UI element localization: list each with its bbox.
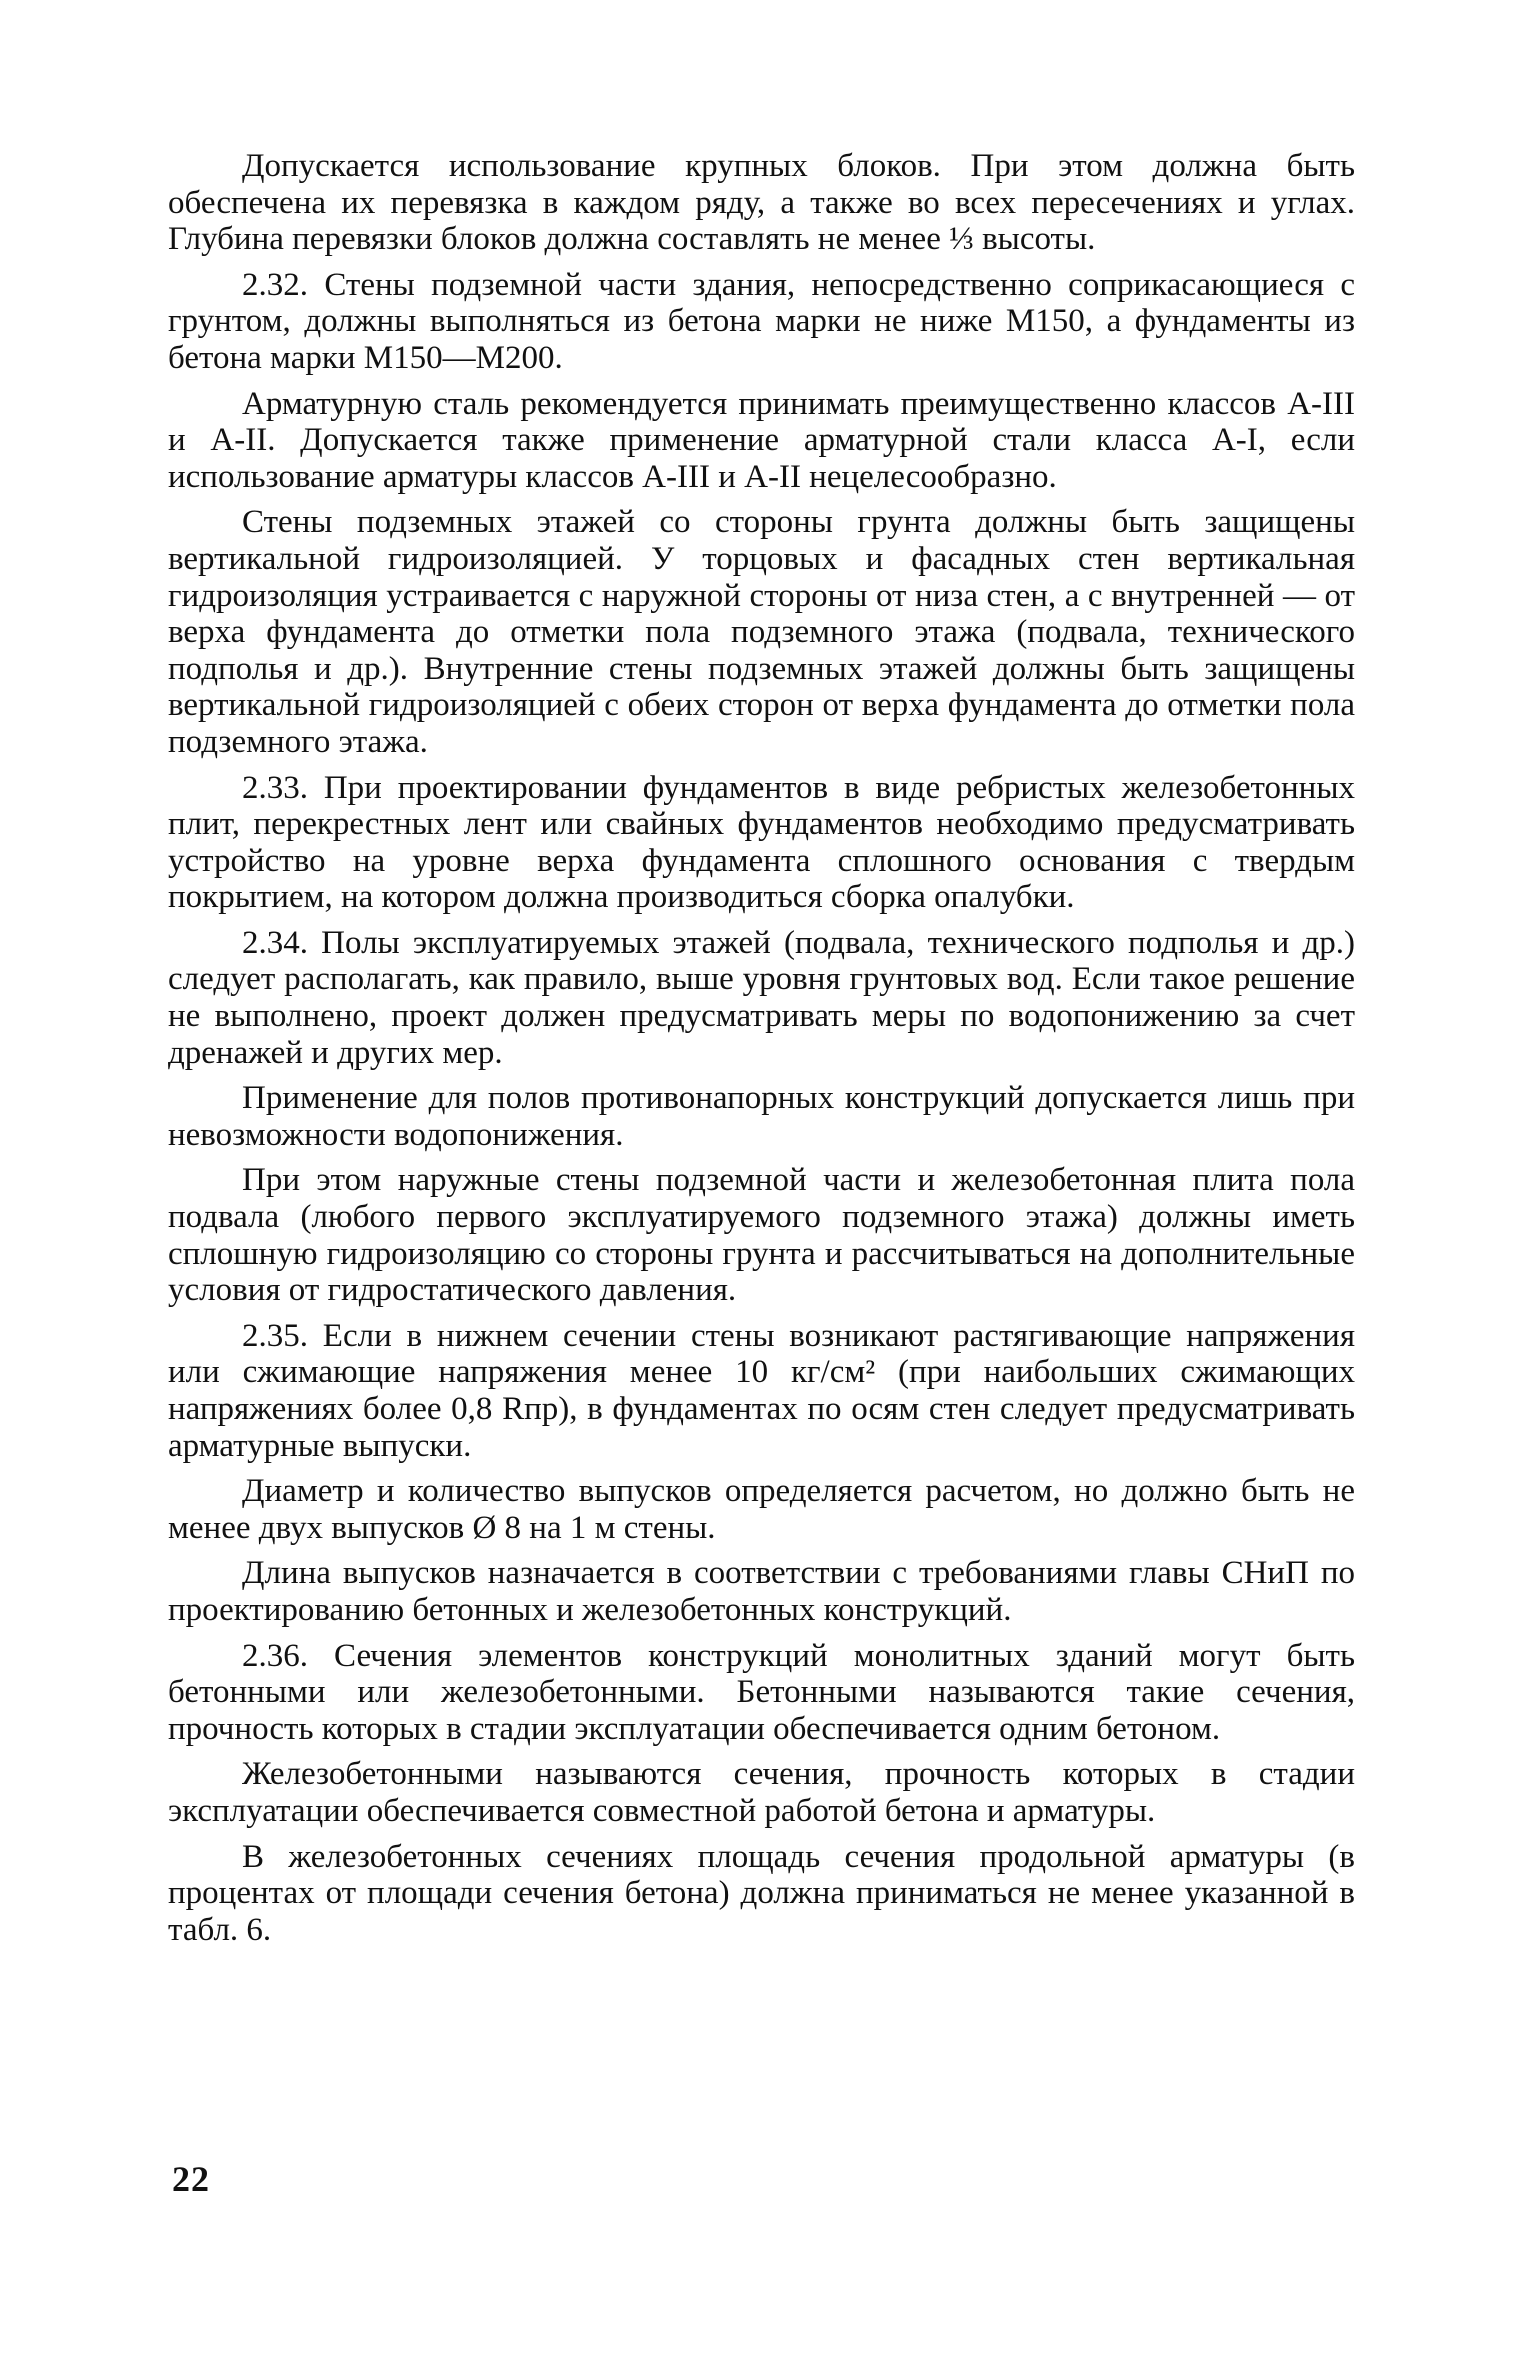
paragraph-length: Длина выпусков назначается в соответствии с требованиями главы СНиП по проектированию бетонных и железобетонных конструкций. <box>168 1555 1355 1628</box>
paragraph-2-34: 2.34. Полы эксплуатируемых этажей (подвала, технического подполья и др.) следует располагать, как правило, выше уровня грунтовых вод. Если такое решение не выполнено, проект должен предусматривать меры по водопонижению за счет дренажей и других мер. <box>168 924 1355 1071</box>
paragraph-diameter: Диаметр и количество выпусков определяется расчетом, но должно быть не менее двух выпусков Ø 8 на 1 м стены. <box>168 1473 1355 1546</box>
paragraph-block-joints: Допускается использование крупных блоков. При этом должна быть обеспечена их перевязка в каждом ряду, а также во всех пересечениях и углах. Глубина перевязки блоков должна составлять не менее ⅓ высоты. <box>168 148 1355 258</box>
paragraph-2-35: 2.35. Если в нижнем сечении стены возникают растягивающие напряжения или сжимающие напряжения менее 10 кг/см² (при наибольших сжимающих напряжениях более 0,8 Rпр), в фундаментах по осям стен следует предусматривать арматурные выпуски. <box>168 1317 1355 1464</box>
paragraph-counter-pressure: Применение для полов противонапорных конструкций допускается лишь при невозможности водопонижения. <box>168 1080 1355 1153</box>
paragraph-2-32: 2.32. Стены подземной части здания, непосредственно соприкасающиеся с грунтом, должны выполняться из бетона марки не ниже М150, а фундаменты из бетона марки М150—М200. <box>168 266 1355 376</box>
paragraph-table-6: В железобетонных сечениях площадь сечения продольной арматуры (в процентах от площади сечения бетона) должна приниматься не менее указанной в табл. 6. <box>168 1838 1355 1948</box>
paragraph-reinforcement-steel: Арматурную сталь рекомендуется принимать преимущественно классов А-III и А-II. Допускается также применение арматурной стали класса А-I, если использование арматуры классов А-III и А-II нецелесообразно. <box>168 385 1355 495</box>
paragraph-reinforced-sections: Железобетонными называются сечения, прочность которых в стадии эксплуатации обеспечивается совместной работой бетона и арматуры. <box>168 1756 1355 1829</box>
paragraph-waterproofing: Стены подземных этажей со стороны грунта должны быть защищены вертикальной гидроизоляцией. У торцовых и фасадных стен вертикальная гидроизоляция устраивается с наружной стороны от низа стен, а с внутренней — от верха фундамента до отметки пола подземного этажа (подвала, технического подполья и др.). Внутренние стены подземных этажей должны быть защищены вертикальной гидроизоляцией с обеих сторон от верха фундамента до отметки пола подземного этажа. <box>168 504 1355 760</box>
body-text <box>168 148 1355 1957</box>
paragraph-2-36: 2.36. Сечения элементов конструкций монолитных зданий могут быть бетонными или железобетонными. Бетонными называются такие сечения, прочность которых в стадии эксплуатации обеспечивается одним бетоном. <box>168 1637 1355 1747</box>
page-number: 22 <box>172 2159 210 2199</box>
paragraph-2-33: 2.33. При проектировании фундаментов в виде ребристых железобетонных плит, перекрестных лент или свайных фундаментов необходимо предусматривать устройство на уровне верха фундамента сплошного основания с твердым покрытием, на котором должна производиться сборка опалубки. <box>168 769 1355 916</box>
paragraph-outer-walls: При этом наружные стены подземной части и железобетонная плита пола подвала (любого первого эксплуатируемого подземного этажа) должны иметь сплошную гидроизоляцию со стороны грунта и рассчитываться на дополнительные условия от гидростатического давления. <box>168 1162 1355 1309</box>
